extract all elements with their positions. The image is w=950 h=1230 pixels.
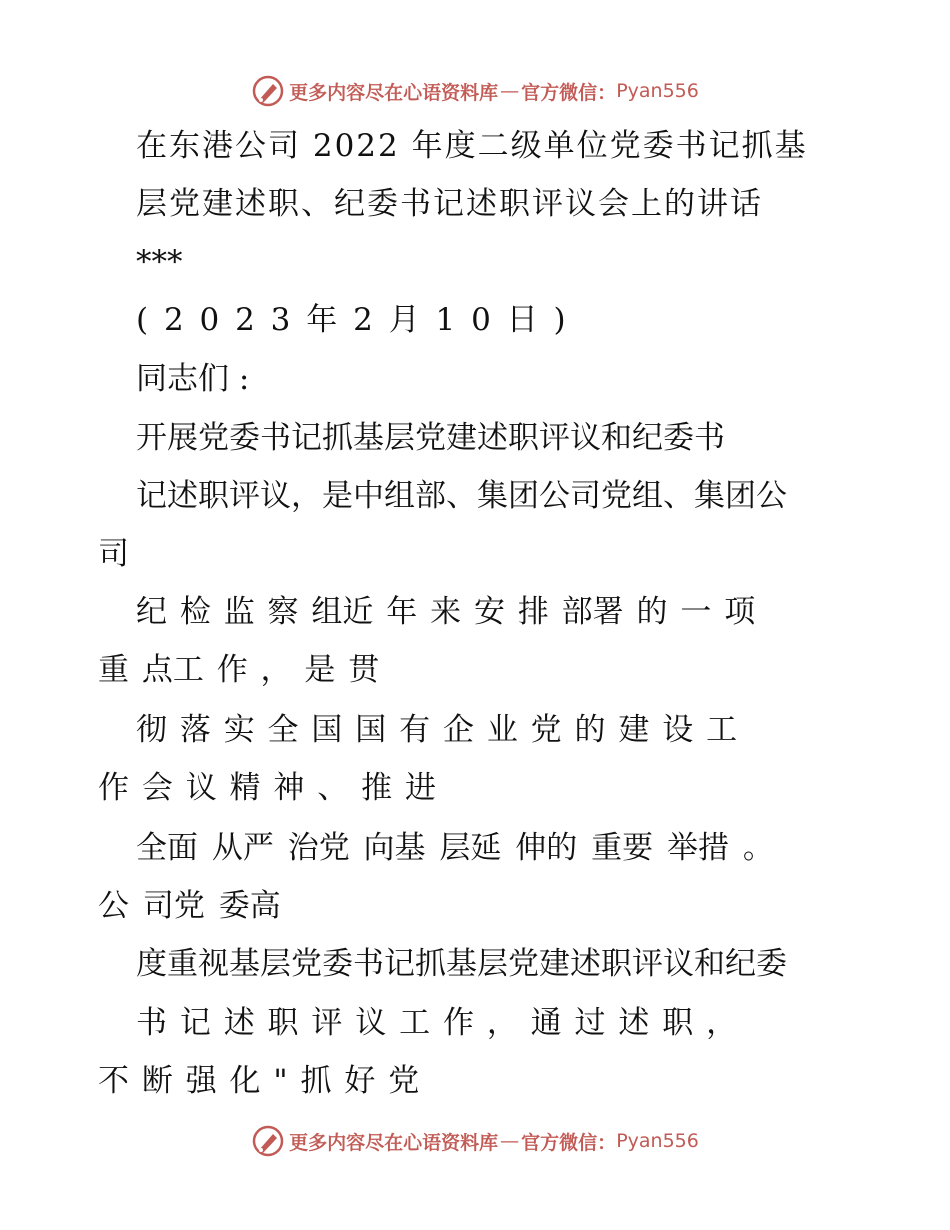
title-line-2: 层党建述职、纪委书记述职评议会上的讲话 [136,186,763,222]
body-line: 记述职评议，是中组部、集团公司党组、集团公 [136,478,787,514]
footer-banner [0,1121,950,1161]
body-line: 重 点工 作 ， 是 贯 [98,652,380,688]
header-banner [0,71,950,111]
banner-wechat-id: Pyan556 [616,80,699,102]
banner-wechat-id: Pyan556 [616,1130,699,1152]
body-line: 司 [98,536,129,572]
banner-wechat-label: 官方微信： [521,81,617,104]
body-line: 彻 落 实 全 国 国 有 企 业 党 的 建 设 工 [136,712,738,748]
body-line: 不 断 强 化 " 抓 好 党 [98,1063,420,1099]
banner-site-text: 更多内容尽在心语资料库 [289,1131,499,1154]
body-line: 纪 检 监 察 组近 年 来 安 排 部署 的 一 项 [136,594,756,630]
banner-wechat-label: 官方微信： [521,1131,617,1154]
body-line: 开展党委书记抓基层党建述职评议和纪委书 [136,420,725,456]
body-line: 全面 从严 治党 向基 层延 伸的 重要 举措 。 [136,830,774,866]
pen-logo-icon [251,1124,285,1158]
banner-dash: — [500,80,520,102]
body-line: 公 司党 委高 [98,888,281,924]
author: *** [136,244,183,280]
speech-date: ( 2 0 2 3 年 2 月 1 0 日 ) [136,302,566,338]
body-line: 作 会 议 精 神 、 推 进 [98,770,436,806]
greeting: 同志们 : [136,361,250,397]
title-line-1: 在东港公司 2022 年度二级单位党委书记抓基 [136,128,808,164]
banner-dash: — [500,1130,520,1152]
body-line: 度重视基层党委书记抓基层党建述职评议和纪委 [136,946,787,982]
body-line: 书 记 述 职 评 议 工 作 ， 通 过 述 职 ， [136,1005,738,1041]
pen-logo-icon [251,74,285,108]
banner-site-text: 更多内容尽在心语资料库 [289,81,499,104]
